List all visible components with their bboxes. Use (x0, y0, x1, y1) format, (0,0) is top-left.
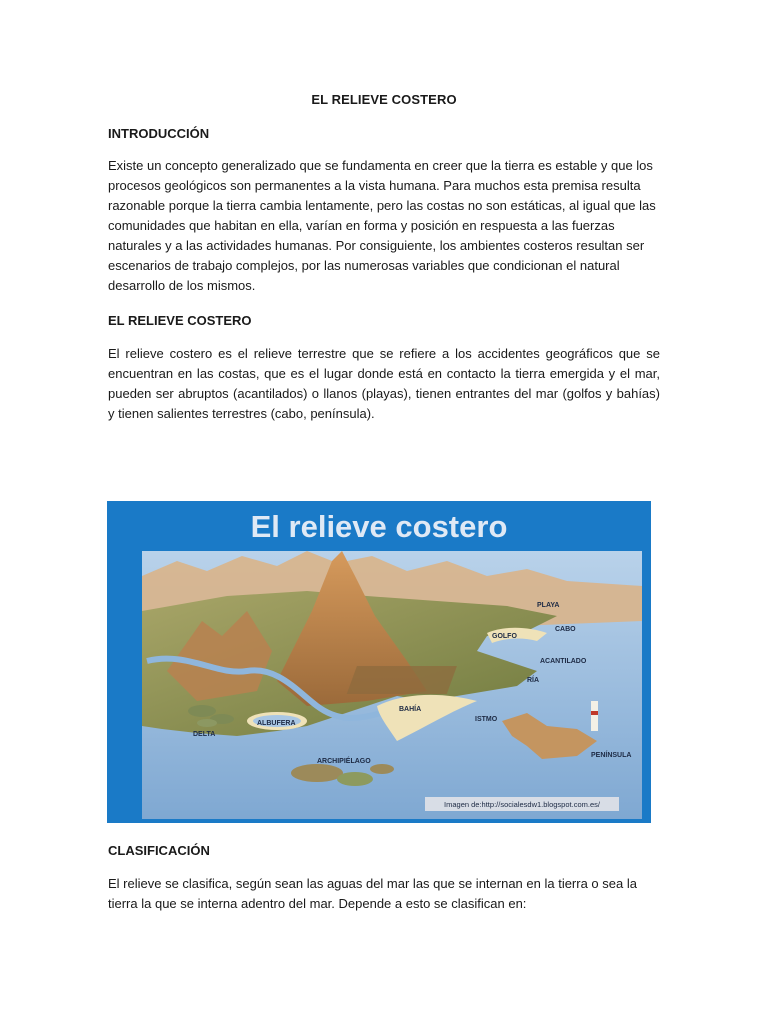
cultivated-fields (347, 666, 457, 694)
label-cabo: CABO (555, 626, 576, 633)
label-delta: DELTA (193, 731, 216, 738)
label-bahia: BAHÍA (399, 706, 422, 713)
label-albufera: ALBUFERA (257, 720, 296, 727)
heading-relieve-costero: EL RELIEVE COSTERO (108, 313, 252, 328)
heading-introduccion: INTRODUCCIÓN (108, 126, 210, 141)
image-credit: Imagen de:http://socialesdw1.blogspot.com.es/ (444, 800, 600, 809)
lighthouse (591, 701, 598, 731)
lighthouse-stripe (591, 711, 598, 715)
paragraph-relieve-costero: El relieve costero es el relieve terrestre que se refiere a los accidentes geográficos que se encuentran en las costas, que es el lugar donde está en contacto la tierra emergida y el mar, pueden ser abruptos (acantilados) o llanos (playas), tienen entrantes del mar (golfos y bahías) y tienen salientes terrestres (cabo, península). (108, 346, 660, 421)
label-istmo: ISTMO (475, 716, 498, 723)
label-archipielago: ARCHIPIÉLAGO (317, 758, 371, 765)
paragraph-clasificacion: El relieve se clasifica, según sean las aguas del mar las que se internan en la tierra o sea la tierra la que se interna adentro del mar. Depende a esto se clasifican en: (108, 876, 637, 911)
figure-title: El relieve costero (250, 509, 508, 544)
label-playa: PLAYA (537, 602, 560, 609)
document-title: EL RELIEVE COSTERO (311, 92, 457, 107)
label-acantilado: ACANTILADO (540, 658, 587, 665)
label-peninsula: PENÍNSULA (591, 752, 632, 759)
label-ria: RÍA (527, 677, 540, 684)
paragraph-introduccion: Existe un concepto generalizado que se fundamenta en creer que la tierra es estable y que los procesos geológicos son permanentes a la vista humana. Para muchos esta premisa resulta razonable porque la tierra cambia lentamente, pero las costas no son estáticas, al igual que las comunidades que habitan en ella, varían en forma y posición en respuesta a las fuerzas naturales y a las actividades humanas. Por consiguiente, los ambientes costeros resultan ser escenarios de trabajo complejos, por las numerosas variables que condicionan el natural desarrollo de los mismos. (108, 158, 656, 293)
coastal-relief-figure (107, 501, 651, 823)
label-golfo: GOLFO (492, 633, 517, 640)
heading-clasificacion: CLASIFICACIÓN (108, 843, 210, 858)
